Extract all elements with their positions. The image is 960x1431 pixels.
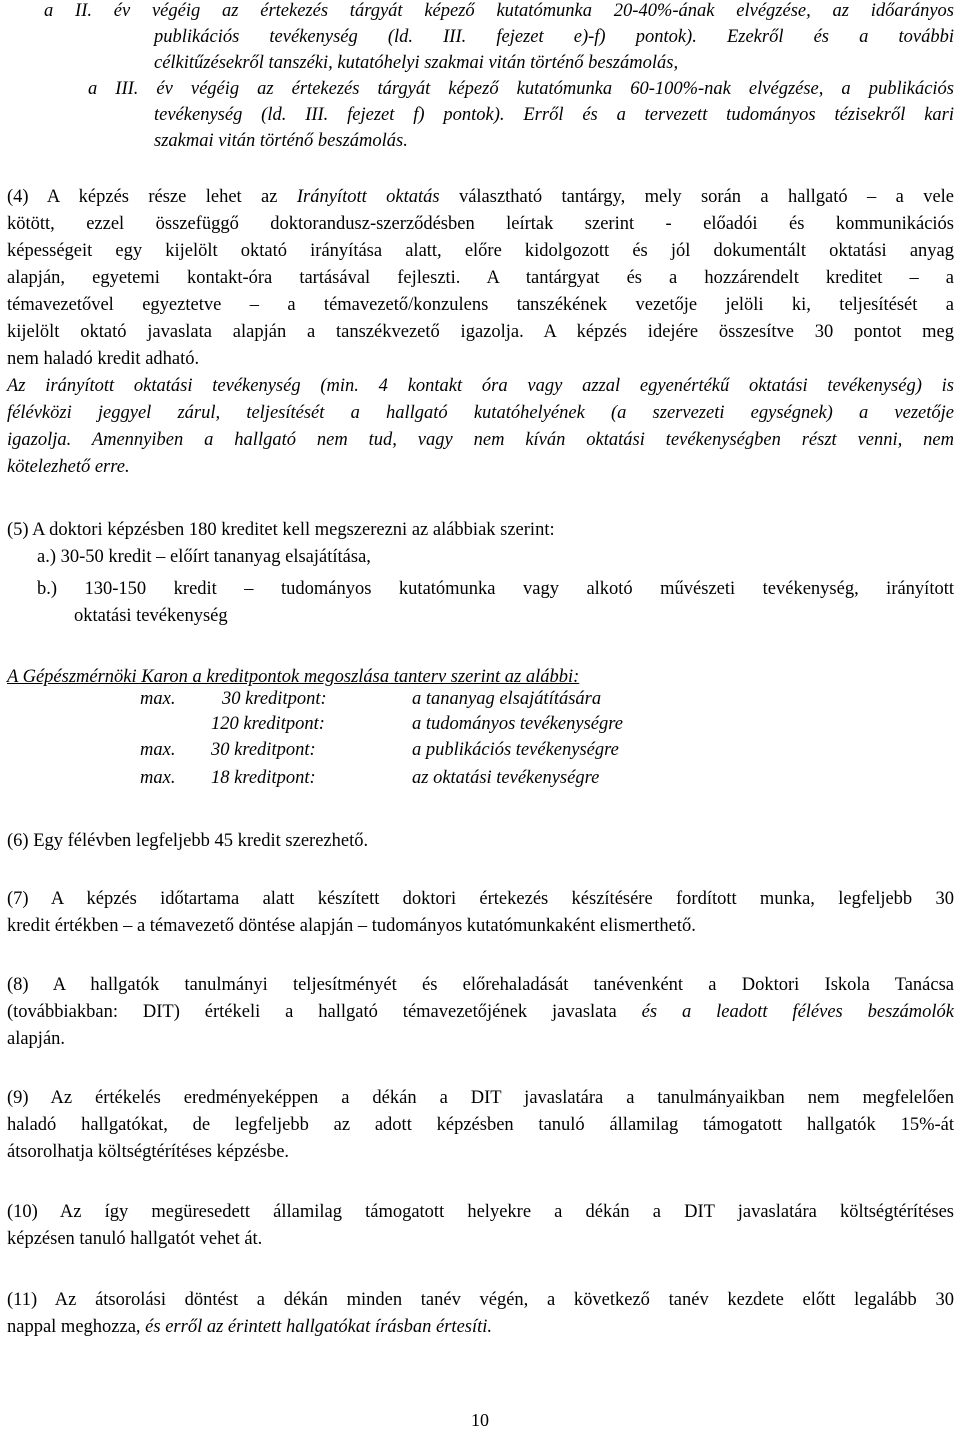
allocation-row-3-prefix: max.: [140, 740, 176, 760]
section-4-note-line4: kötelezhető erre.: [7, 457, 130, 477]
list-item-year-two: [44, 0, 954, 76]
section-4-line7: nem haladó kredit adható.: [7, 349, 200, 369]
section-4-italic-note: [7, 373, 954, 481]
section-5-item-b-line1: b.) 130-150 kredit – tudományos kutatómunka vagy alkotó művészeti tevékenység, irányított: [37, 579, 954, 599]
allocation-row-2-desc: a tudományos tevékenységre: [412, 714, 623, 734]
list-item-year-three: [88, 76, 954, 154]
allocation-row-4-credit: 18 kreditpont:: [211, 768, 316, 788]
section-8-line2-italic: és a leadott féléves beszámolók: [641, 1002, 954, 1022]
section-4-line3: képességeit egy kijelölt oktató irányítása alatt, előre kidolgozott és jól dokumentált oktatási anyag: [7, 241, 954, 261]
section-10-line2: képzésen tanuló hallgatót vehet át.: [7, 1229, 263, 1249]
section-5-item-b-line2: oktatási tevékenység: [74, 606, 228, 626]
list-item-year-two-line3: célkitűzésekről tanszéki, kutatóhelyi szakmai vitán történő beszámolás,: [154, 53, 679, 73]
section-6-paragraph: (6) Egy félévben legfeljebb 45 kredit szerezhető.: [7, 831, 369, 851]
list-item-year-three-line2: tevékenység (ld. III. fejezet f) pontok). Erről és a tervezett tudományos tézisekről kari: [154, 105, 954, 125]
allocation-row-4-desc: az oktatási tevékenységre: [412, 768, 600, 788]
section-11-line2-text: nappal meghozza,: [7, 1317, 146, 1337]
section-5-intro: (5) A doktori képzésben 180 kreditet kell megszerezni az alábbiak szerint:: [7, 520, 555, 540]
list-item-year-three-line3: szakmai vitán történő beszámolás.: [154, 131, 408, 151]
allocation-row-4-prefix: max.: [140, 768, 176, 788]
allocation-row-1-desc: a tananyag elsajátítására: [412, 689, 602, 709]
section-11-paragraph: [7, 1287, 954, 1341]
list-item-year-two-line1: a II. év végéig az értekezés tárgyát képező kutatómunka 20-40%-ának elvégzése, az időarányos: [44, 1, 954, 21]
section-7-line2: kredit értékben – a témavezető döntése alapján – tudományos kutatómunkaként elismerthető.: [7, 916, 696, 936]
section-4-line1-text: (4) A képzés része lehet az: [7, 187, 297, 207]
section-8-line3: alapján.: [7, 1029, 66, 1049]
section-4-note-line1: Az irányított oktatási tevékenység (min. 4 kontakt óra vagy azzal egyenértékű oktatási tevékenység) is: [7, 376, 954, 396]
allocation-heading: A Gépészmérnöki Karon a kreditpontok megoszlása tanterv szerint az alábbi:: [7, 667, 580, 687]
allocation-row-3-credit: 30 kreditpont:: [211, 740, 316, 760]
section-11-line2: [7, 1314, 954, 1341]
allocation-row-1-prefix: max.: [140, 689, 176, 709]
section-11-line2-italic: és erről az érintett hallgatókat írásban értesíti.: [145, 1317, 493, 1337]
section-9-line3: átsorolhatja költségtérítéses képzésbe.: [7, 1142, 290, 1162]
section-4-line6: kijelölt oktató javaslata alapján a tanszékvezető igazolja. A képzés idejére összesítve 30 pontot meg: [7, 322, 954, 342]
section-8-line2-text: (továbbiakban: DIT) értékeli a hallgató témavezetőjének javaslata: [7, 1002, 642, 1022]
allocation-row-1-credit: 30 kreditpont:: [222, 689, 327, 709]
section-8-line1: (8) A hallgatók tanulmányi teljesítményét és előrehaladását tanévenként a Doktori Iskola Tanácsa: [7, 975, 954, 995]
section-7-paragraph: [7, 886, 954, 940]
section-8-paragraph: [7, 972, 954, 1053]
section-4-line5: témavezetővel egyeztetve – a témavezető/konzulens tanszékének vezetője jelöli ki, teljesítését a: [7, 295, 954, 315]
list-item-year-three-line1: a III. év végéig az értekezés tárgyát képező kutatómunka 60-100%-nak elvégzése, a publikációs: [88, 79, 954, 99]
list-item-year-two-line2: publikációs tevékenység (ld. III. fejezet e)-f) pontok). Ezekről és a további: [154, 27, 954, 47]
section-9-paragraph: [7, 1085, 954, 1166]
allocation-row-3-desc: a publikációs tevékenységre: [412, 740, 619, 760]
section-4-paragraph: [7, 184, 954, 373]
section-4-line4: alapján, egyetemi kontakt-óra tartásával fejleszti. A tantárgyat és a hozzárendelt kreditet – a: [7, 268, 954, 288]
section-4-note-line2: félévközi jeggyel zárul, teljesítését a hallgató kutatóhelyének (a szervezeti egységnek) a vezetője: [7, 403, 954, 423]
section-4-line2: kötött, ezzel összefüggő doktorandusz-szerződésben leírtak szerint - előadói és kommunikációs: [7, 214, 954, 234]
section-7-line1: (7) A képzés időtartama alatt készített doktori értekezés készítésére fordított munka, legfeljebb 30: [7, 889, 954, 909]
section-10-paragraph: [7, 1199, 954, 1253]
section-4-line1-rest: választható tantárgy, mely során a hallgató – a vele: [439, 187, 955, 207]
section-4-line1: [7, 184, 954, 211]
page-number: 10: [471, 1410, 489, 1430]
section-5-item-b: [37, 576, 954, 630]
section-9-line2: haladó hallgatókat, de legfeljebb az adott képzésben tanuló államilag támogatott hallgatók 15%-át: [7, 1115, 954, 1135]
section-9-line1: (9) Az értékelés eredményeképpen a dékán a DIT javaslatára a tanulmányaikban nem megfelelően: [7, 1088, 954, 1108]
section-4-note-line3: igazolja. Amennyiben a hallgató nem tud, vagy nem kíván oktatási tevékenységben részt venni, nem: [7, 430, 954, 450]
section-10-line1: (10) Az így megüresedett államilag támogatott helyekre a dékán a DIT javaslatára költségtérítéses: [7, 1202, 954, 1222]
section-11-line1: (11) Az átsorolási döntést a dékán minden tanév végén, a következő tanév kezdete előtt legalább 30: [7, 1290, 954, 1310]
section-4-term: Irányított oktatás: [296, 187, 440, 207]
section-5-item-a: a.) 30-50 kredit – előírt tananyag elsajátítása,: [37, 547, 371, 567]
section-8-line2: [7, 999, 954, 1026]
allocation-row-2-credit: 120 kreditpont:: [211, 714, 325, 734]
